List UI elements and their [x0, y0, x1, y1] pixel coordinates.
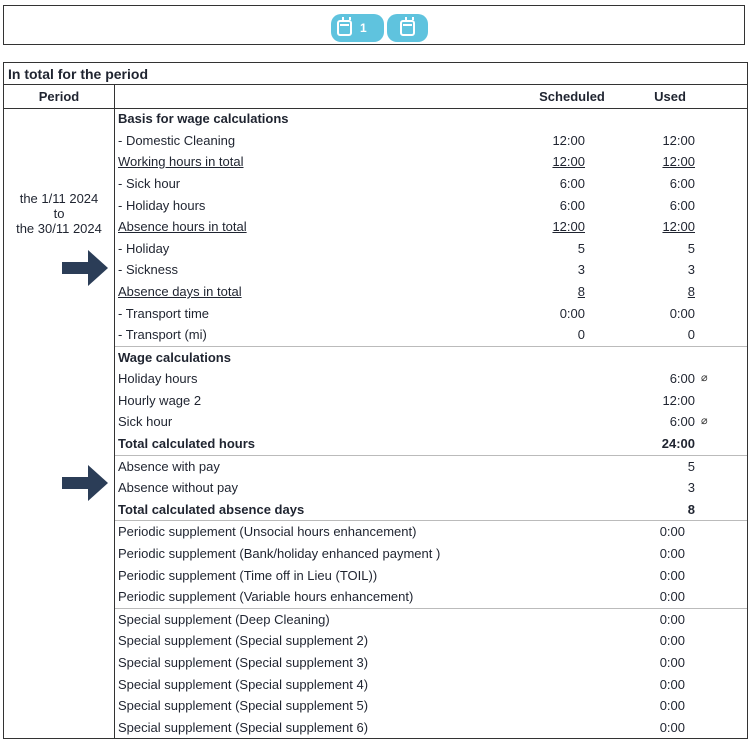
used-value: 6:00 — [669, 371, 695, 386]
table-row-total — [115, 433, 747, 455]
table-row — [115, 216, 747, 238]
toolbar — [3, 5, 745, 45]
table-row — [115, 652, 747, 674]
row-label: Absence without pay — [118, 480, 238, 495]
no-sign-icon: ⌀ — [701, 372, 708, 384]
table-row-total — [115, 499, 747, 521]
used-value: 12:00 — [662, 154, 695, 169]
row-label: - Transport (mi) — [118, 327, 207, 342]
row-label: - Holiday — [118, 241, 170, 256]
no-sign-icon: ⌀ — [701, 415, 708, 427]
scheduled-value: 12:00 — [552, 154, 585, 169]
row-value: 0:00 — [659, 612, 685, 627]
table-row — [115, 130, 747, 152]
row-label: Special supplement (Special supplement 2) — [118, 633, 369, 648]
row-label: Special supplement (Special supplement 5) — [118, 698, 369, 713]
period-column — [4, 109, 115, 738]
table-row — [115, 411, 747, 433]
row-value: 0:00 — [659, 720, 685, 735]
table-row — [115, 717, 747, 739]
scheduled-value: 6:00 — [559, 198, 585, 213]
calendar-button[interactable] — [387, 14, 428, 42]
row-label: Total calculated absence days — [118, 502, 305, 517]
table-row — [115, 324, 747, 346]
row-label: - Sick hour — [118, 176, 181, 191]
row-label-total: Absence days in total — [118, 284, 242, 299]
row-value: 0:00 — [659, 589, 685, 604]
used-value: 8 — [687, 284, 695, 299]
used-header: Used — [654, 89, 686, 104]
row-label: - Sickness — [118, 262, 178, 277]
scheduled-value: 6:00 — [559, 176, 585, 191]
table-row — [115, 195, 747, 217]
period-end: the 30/11 2024 — [16, 221, 102, 236]
used-value: 6:00 — [669, 198, 695, 213]
period-to: to — [53, 206, 65, 221]
row-label: Periodic supplement (Unsocial hours enhancement) — [118, 524, 417, 539]
used-value: 0 — [687, 327, 695, 342]
scheduled-value: 8 — [577, 284, 585, 299]
scheduled-value: 5 — [577, 241, 585, 256]
table-row — [115, 674, 747, 696]
scheduled-header: Scheduled — [539, 89, 605, 104]
table-row — [115, 695, 747, 717]
used-value: 12:00 — [662, 393, 695, 408]
scheduled-value: 12:00 — [552, 219, 585, 234]
row-value: 0:00 — [659, 677, 685, 692]
table-row — [115, 609, 747, 631]
used-value: 3 — [687, 262, 695, 277]
table-row — [115, 259, 747, 281]
used-value: 0:00 — [669, 306, 695, 321]
row-label-total: Working hours in total — [118, 154, 244, 169]
used-value: 6:00 — [669, 414, 695, 429]
used-value: 3 — [687, 480, 695, 495]
column-headers — [115, 85, 747, 109]
basis-heading: Basis for wage calculations — [118, 111, 289, 126]
row-value: 0:00 — [659, 698, 685, 713]
row-label: Holiday hours — [118, 371, 198, 386]
calendar-count-button[interactable] — [331, 14, 384, 42]
row-value: 0:00 — [659, 524, 685, 539]
used-value: 12:00 — [662, 219, 695, 234]
row-label: Hourly wage 2 — [118, 393, 202, 408]
table-row — [115, 151, 747, 173]
scheduled-value: 0:00 — [559, 306, 585, 321]
table-row — [115, 390, 747, 412]
table-row — [115, 368, 747, 390]
row-label: Total calculated hours — [118, 436, 256, 451]
table-row — [115, 630, 747, 652]
row-label: Absence with pay — [118, 459, 220, 474]
table-row — [115, 238, 747, 260]
row-label: Periodic supplement (Variable hours enhancement) — [118, 589, 414, 604]
totals-table — [3, 62, 748, 739]
row-label: - Domestic Cleaning — [118, 133, 236, 148]
table-row — [115, 543, 747, 565]
row-label: Special supplement (Special supplement 3) — [118, 655, 369, 670]
used-value: 24:00 — [661, 436, 695, 451]
period-header: Period — [4, 85, 115, 109]
used-value: 5 — [687, 459, 695, 474]
row-label-total: Absence hours in total — [118, 219, 247, 234]
row-value: 0:00 — [659, 633, 685, 648]
wage-heading-row — [115, 347, 747, 369]
used-value: 8 — [687, 502, 695, 517]
calendar-count: 1 — [360, 21, 367, 35]
period-start: the 1/11 2024 — [19, 191, 99, 206]
table-row — [115, 565, 747, 587]
table-row — [115, 521, 747, 543]
table-row — [115, 173, 747, 195]
table-row — [115, 456, 747, 478]
table-row — [115, 281, 747, 303]
table-title: In total for the period — [4, 63, 747, 85]
table-row — [115, 586, 747, 608]
row-value: 0:00 — [659, 655, 685, 670]
table-row — [115, 477, 747, 499]
row-value: 0:00 — [659, 568, 685, 583]
used-value: 12:00 — [662, 133, 695, 148]
scheduled-value: 12:00 — [552, 133, 585, 148]
row-label: - Transport time — [118, 306, 210, 321]
arrow-right-icon — [62, 463, 108, 503]
scheduled-value: 3 — [577, 262, 585, 277]
row-label: Special supplement (Special supplement 4) — [118, 677, 369, 692]
wage-heading: Wage calculations — [118, 350, 231, 365]
period-range — [4, 191, 114, 236]
row-label: Periodic supplement (Bank/holiday enhanced payment ) — [118, 546, 441, 561]
row-label: Special supplement (Deep Cleaning) — [118, 612, 330, 627]
row-label: Special supplement (Special supplement 6) — [118, 720, 369, 735]
used-value: 6:00 — [669, 176, 695, 191]
calendar-icon — [337, 20, 352, 36]
row-value: 0:00 — [659, 546, 685, 561]
basis-heading-row — [115, 108, 747, 130]
scheduled-value: 0 — [577, 327, 585, 342]
row-label: - Holiday hours — [118, 198, 206, 213]
table-row — [115, 303, 747, 325]
calendar-icon — [400, 20, 415, 36]
row-label: Sick hour — [118, 414, 173, 429]
arrow-right-icon — [62, 248, 108, 288]
used-value: 5 — [687, 241, 695, 256]
row-label: Periodic supplement (Time off in Lieu (TOIL)) — [118, 568, 378, 583]
